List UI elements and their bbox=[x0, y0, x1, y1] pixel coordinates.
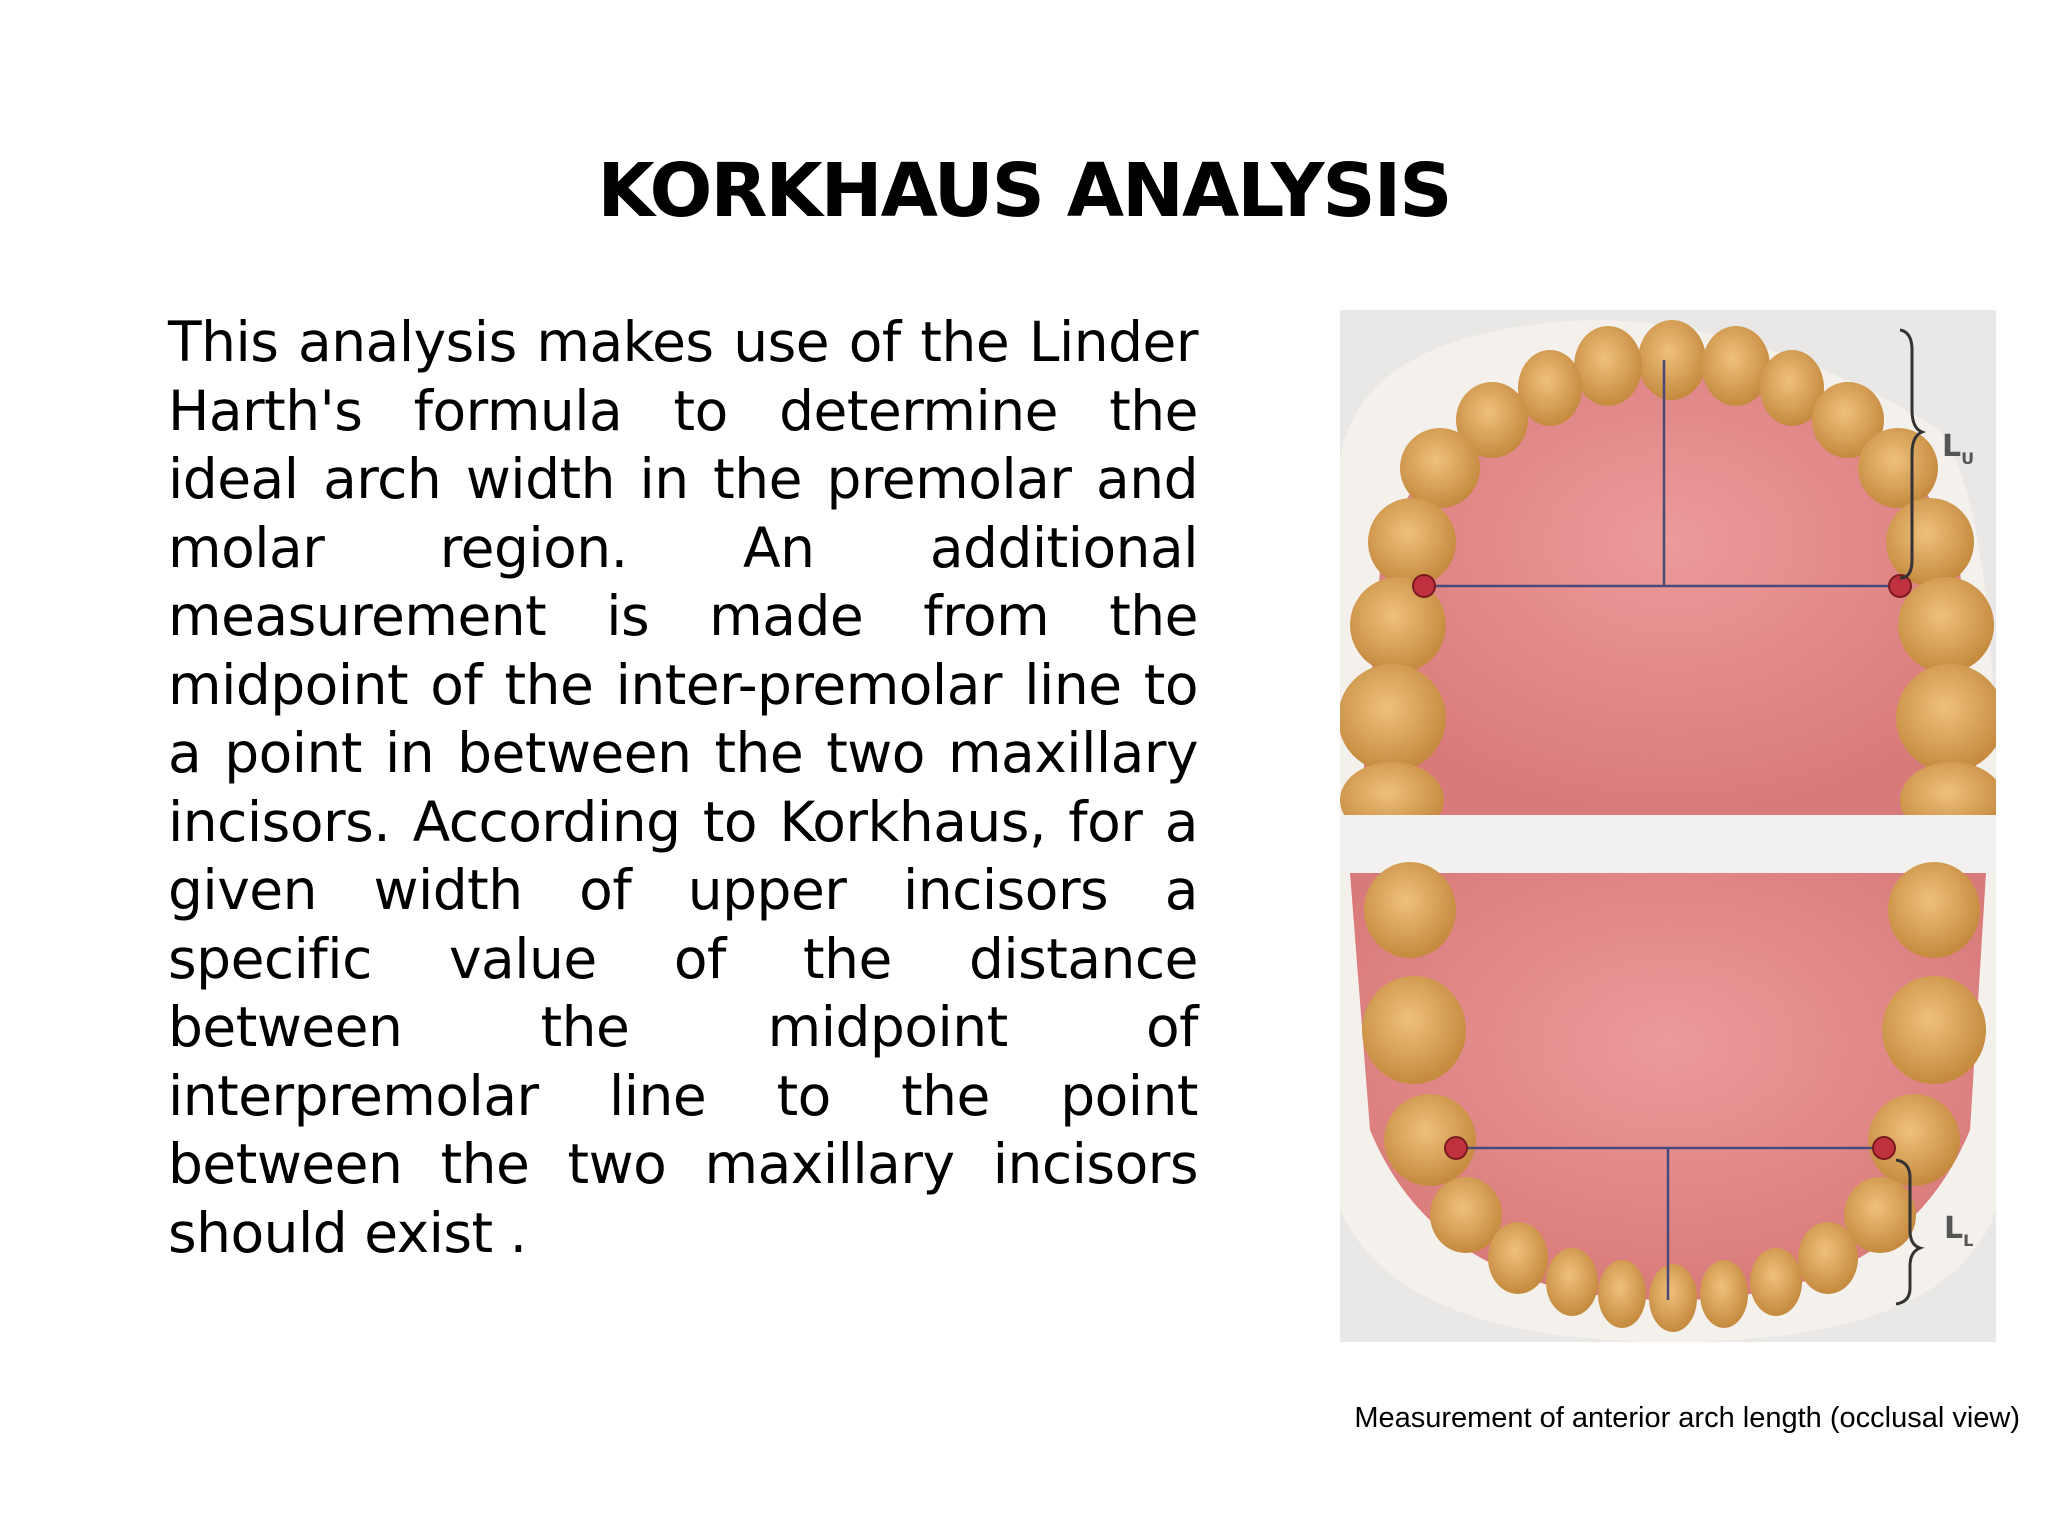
upper-label: $L_U$ bbox=[1942, 429, 1975, 468]
lower-left-point bbox=[1445, 1137, 1467, 1159]
dental-arch-figure bbox=[1340, 310, 1996, 1342]
lower-right-point bbox=[1873, 1137, 1895, 1159]
lower-label: $L_L$ bbox=[1944, 1211, 1974, 1250]
upper-arch bbox=[1340, 320, 1996, 838]
lower-arch bbox=[1340, 862, 1996, 1342]
upper-left-point bbox=[1413, 575, 1435, 597]
body-paragraph: This analysis makes use of the Linder Harth's formula to determine the ideal arch width in the premolar and molar region. An additional measurement is made from the midpoint of the inter-premolar line to a point in between the two maxillary incisors. According to Korkhaus, for a given width of upper incisors a specific value of the distance between the midpoint of interpremolar line to the point between the two maxillary incisors should exist . bbox=[168, 310, 1198, 1265]
dental-arch-illustration bbox=[1340, 310, 1996, 1342]
slide-title: KORKHAUS ANALYSIS bbox=[597, 148, 1451, 234]
figure-caption: Measurement of anterior arch length (occlusal view) bbox=[1354, 1402, 2020, 1434]
